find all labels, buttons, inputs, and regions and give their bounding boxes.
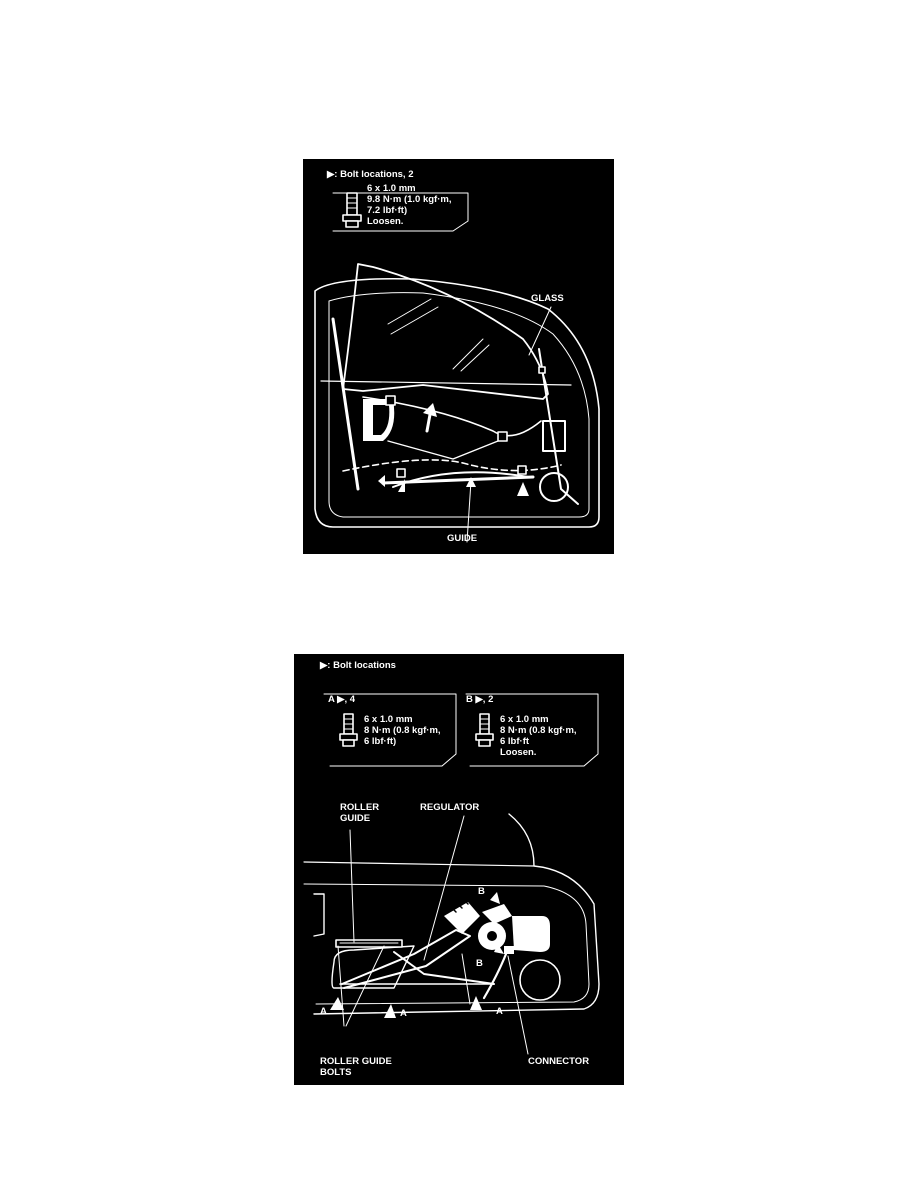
group-a-spec-size: 6 x 1.0 mm: [364, 714, 413, 725]
bolt-icon: [343, 193, 361, 227]
bolt-icon: [476, 714, 493, 746]
roller-guide-bolts-label-line1: ROLLER GUIDE: [320, 1056, 392, 1067]
group-b-spec-torque-imperial: 6 lbf·ft: [500, 736, 530, 747]
bolt-location-markers: [330, 892, 504, 1018]
roller-guide-label-line1: ROLLER: [340, 802, 380, 813]
guide-label: GUIDE: [447, 533, 478, 544]
figure-regulator: [294, 654, 624, 1085]
group-a-spec-torque-imperial: 6 lbf·ft): [364, 736, 397, 747]
group-b-title: B ▶, 2: [466, 694, 494, 705]
marker-b-upper: B: [478, 886, 485, 897]
group-b-spec-instruction: Loosen.: [500, 747, 537, 758]
spec-line-torque-imperial: 7.2 lbf·ft): [367, 205, 408, 216]
bolt-icon: [340, 714, 357, 746]
spec-line-instruction: Loosen.: [367, 216, 404, 227]
glass-label: GLASS: [531, 293, 564, 304]
connector-label: CONNECTOR: [528, 1056, 590, 1067]
legend-title: ▶: Bolt locations: [320, 660, 396, 671]
group-b-spec-size: 6 x 1.0 mm: [500, 714, 549, 725]
marker-a-1: A: [320, 1006, 327, 1017]
legend-title: ▶: Bolt locations, 2: [327, 169, 414, 180]
marker-a-2: A: [400, 1008, 407, 1019]
group-b-spec-torque: 8 N·m (0.8 kgf·m,: [500, 725, 577, 736]
regulator-label: REGULATOR: [420, 802, 480, 813]
roller-guide-label-line2: GUIDE: [340, 813, 371, 824]
marker-b-lower: B: [476, 958, 483, 969]
marker-a-3: A: [496, 1006, 503, 1017]
group-a-title: A ▶, 4: [328, 694, 356, 705]
roller-guide-bolts-label-line2: BOLTS: [320, 1067, 352, 1078]
door-glass-drawing: [303, 159, 614, 554]
spec-line-torque: 9.8 N·m (1.0 kgf·m,: [367, 194, 452, 205]
figure-glass-guide: [303, 159, 614, 554]
spec-line-size: 6 x 1.0 mm: [367, 183, 416, 194]
group-a-spec-torque: 8 N·m (0.8 kgf·m,: [364, 725, 441, 736]
door-regulator-drawing: [294, 654, 624, 1085]
